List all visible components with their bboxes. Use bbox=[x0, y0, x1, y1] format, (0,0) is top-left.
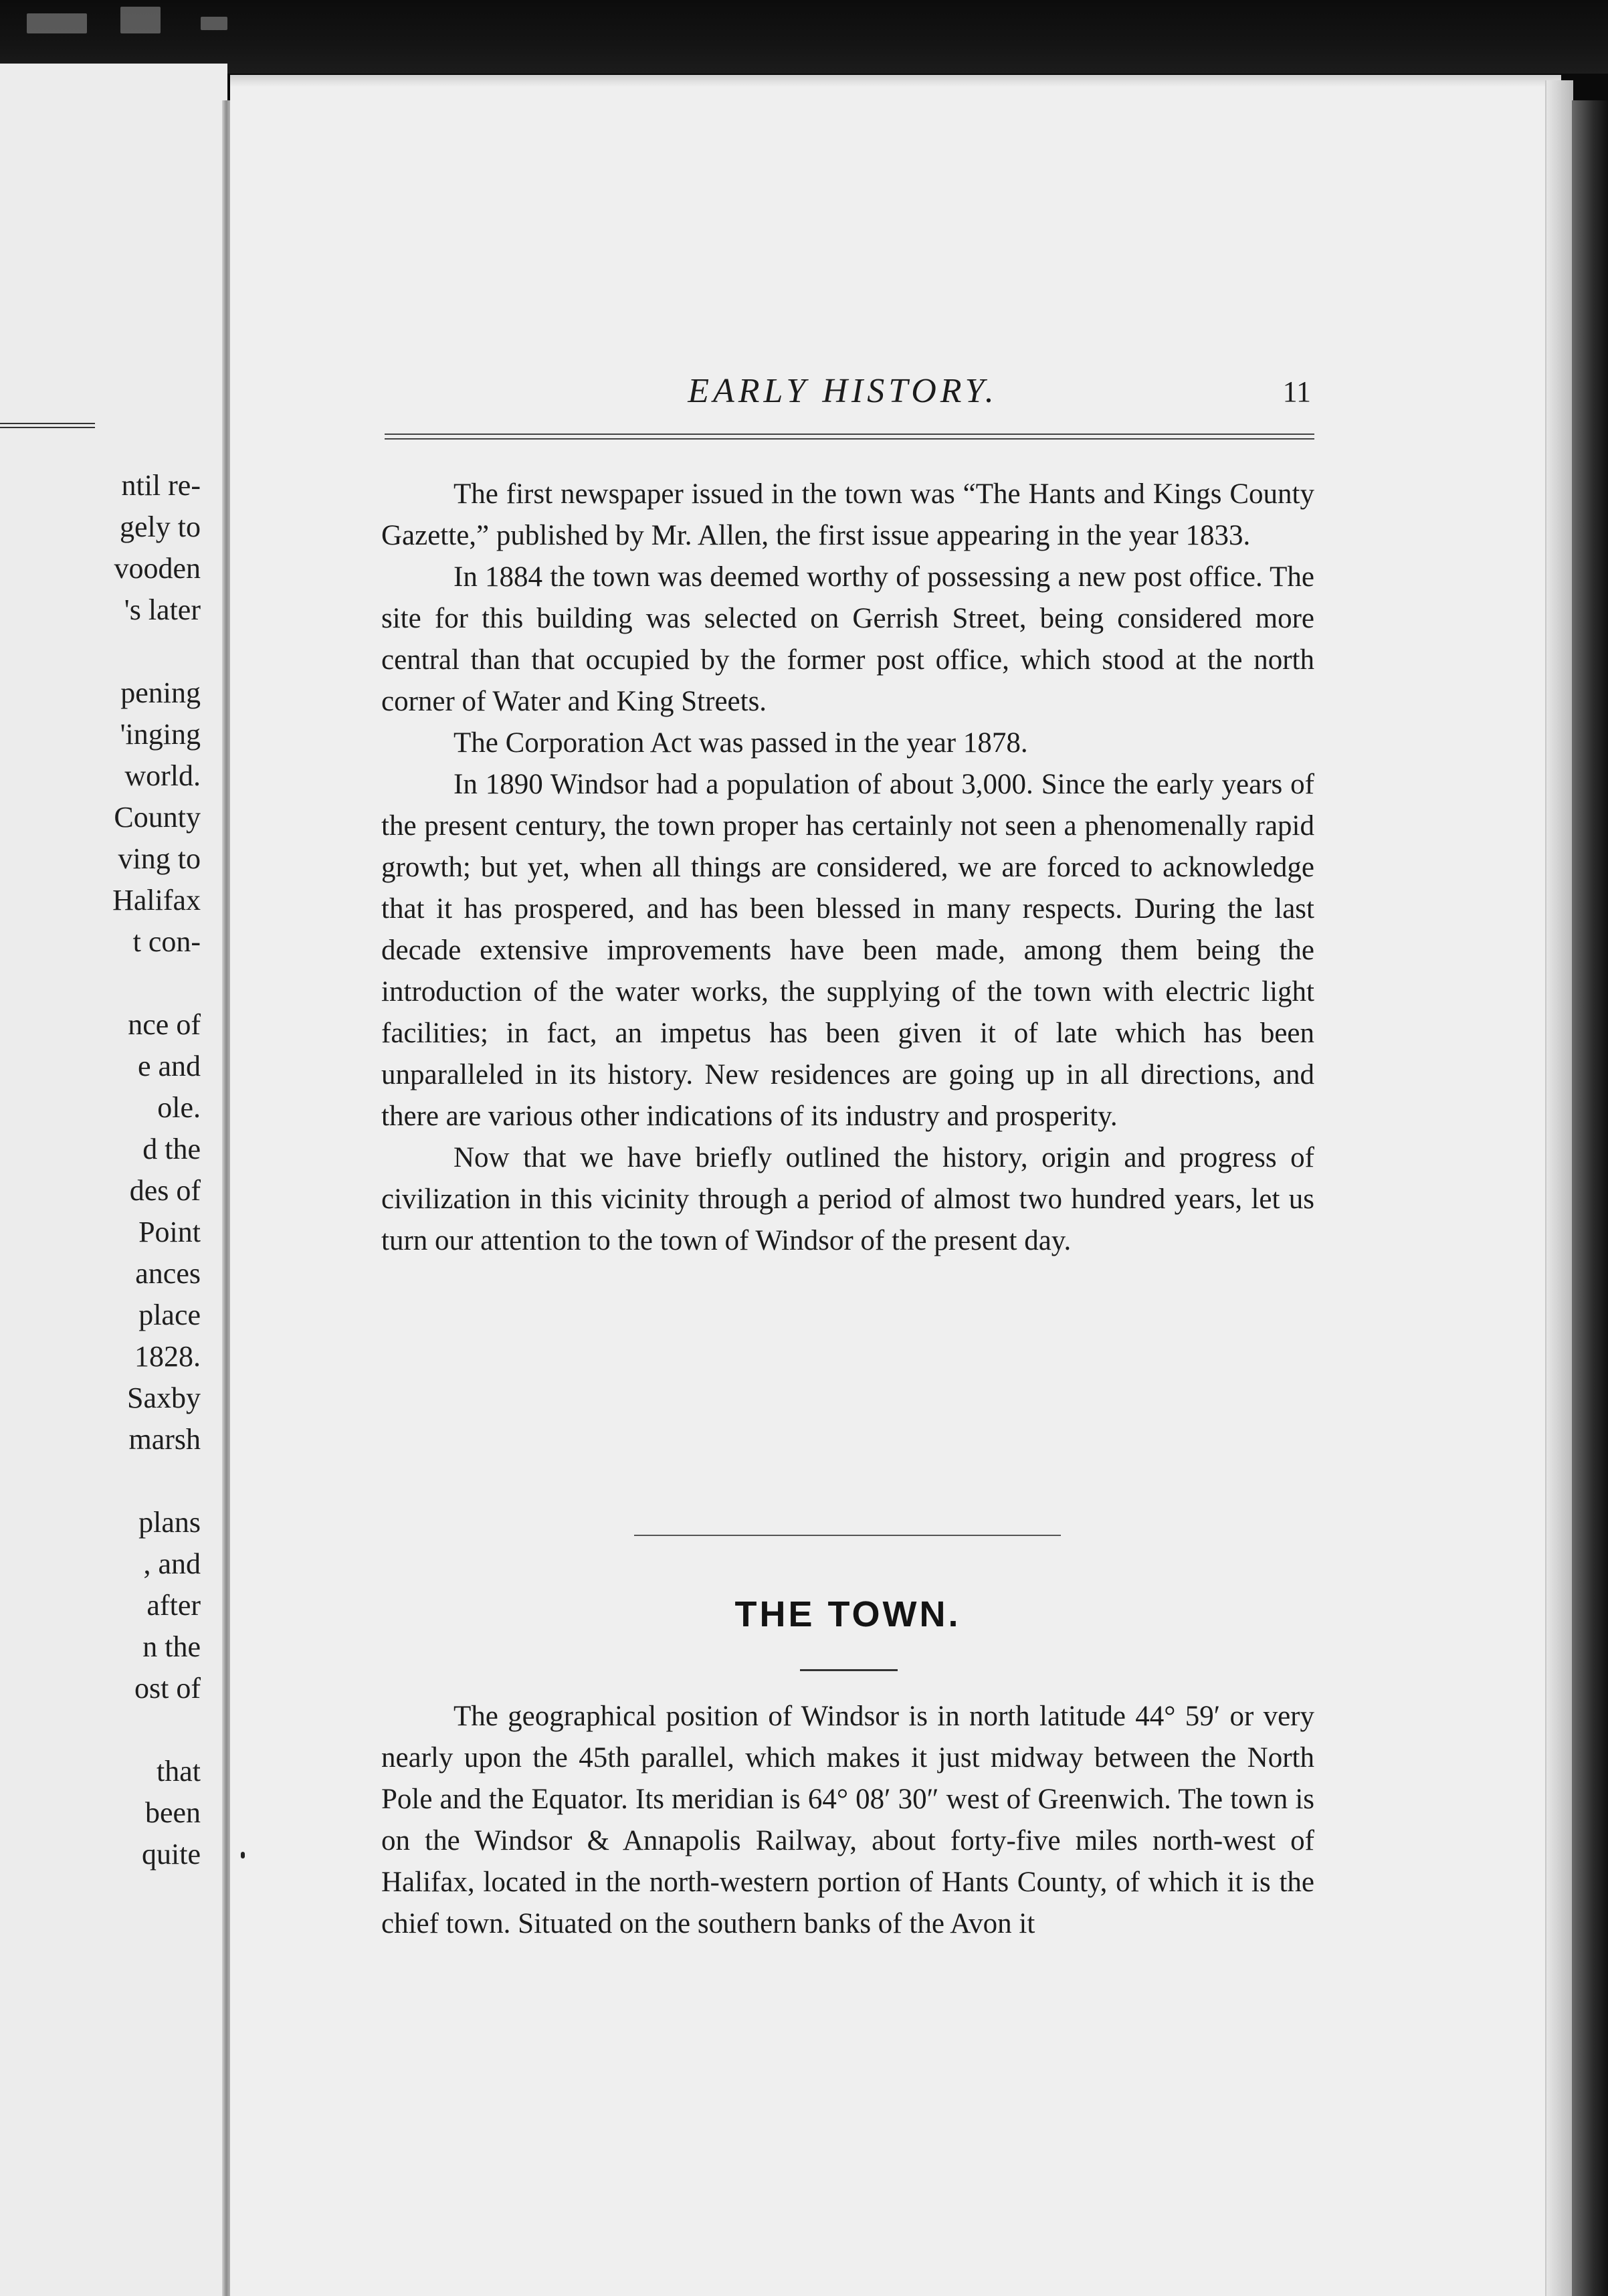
left-fragment: n the bbox=[142, 1630, 201, 1663]
section-divider bbox=[634, 1535, 1061, 1536]
left-page-rule bbox=[0, 423, 95, 428]
scan-speck bbox=[120, 7, 161, 33]
left-fragment: Halifax bbox=[112, 884, 201, 917]
left-fragment: ances bbox=[135, 1257, 201, 1290]
running-head: EARLY HISTORY. bbox=[688, 372, 998, 410]
left-fragment: quite bbox=[142, 1838, 201, 1871]
scan-speck bbox=[201, 17, 227, 30]
left-fragment: gely to bbox=[120, 510, 201, 543]
left-fragment: pening bbox=[120, 676, 201, 709]
left-fragment: world. bbox=[124, 759, 201, 792]
paragraph: The Corporation Act was passed in the year 1878. bbox=[454, 727, 1028, 759]
left-fragment: place bbox=[138, 1299, 201, 1331]
left-fragment: e and bbox=[137, 1050, 201, 1082]
paragraph: Now that we have briefly outlined the history, origin and progress of civilization in this vicinity through a period of almost two hundred years, let us turn our attention to the town of Windsor of the present day. bbox=[381, 1142, 1314, 1256]
paragraph: The first newspaper issued in the town was “The Hants and Kings County Gazette,” published by Mr. Allen, the first issue appearing in the year 1833. bbox=[381, 478, 1314, 551]
page-top-edge bbox=[230, 75, 1561, 87]
left-fragment: after bbox=[146, 1589, 201, 1622]
left-fragment: plans bbox=[138, 1506, 201, 1539]
left-fragment: marsh bbox=[128, 1423, 201, 1456]
scan-speck bbox=[27, 13, 87, 33]
early-history-text bbox=[381, 474, 1314, 1262]
left-fragment: Saxby bbox=[127, 1381, 201, 1414]
left-fragment: 's later bbox=[124, 593, 201, 626]
paragraph: In 1884 the town was deemed worthy of possessing a new post office. The site for this building was selected on Gerrish Street, being considered more central than that occupied by the former post office, which stood at the north corner of Water and King Streets. bbox=[381, 561, 1314, 717]
left-fragment: nce of bbox=[128, 1008, 201, 1041]
section-title: THE TOWN. bbox=[734, 1594, 961, 1634]
left-fragment: ving to bbox=[118, 842, 201, 875]
page-number: 11 bbox=[1282, 375, 1311, 408]
header-double-rule bbox=[385, 434, 1314, 440]
ink-spot bbox=[241, 1852, 245, 1858]
left-fragment: t con- bbox=[132, 925, 201, 958]
page-stack-edge bbox=[1545, 80, 1573, 2296]
left-fragment: ost of bbox=[134, 1672, 201, 1705]
left-fragment: County bbox=[114, 801, 201, 834]
left-fragment: des of bbox=[129, 1174, 201, 1207]
left-fragment: ole. bbox=[157, 1091, 201, 1124]
left-fragment: Point bbox=[138, 1216, 201, 1248]
left-fragment: , and bbox=[143, 1547, 201, 1580]
paragraph: The geographical position of Windsor is in north latitude 44° 59′ or very nearly upon the 45th parallel, which makes it just midway between the North Pole and the Equator. Its meridian is 64° 08′ 30″ west of Greenwich. The town is on the Windsor & Annapolis Railway, about forty-five miles north-west of Halifax, located in the north-western portion of Hants County, of which it is the chief town. Situated on the southern banks of the Avon it bbox=[381, 1701, 1314, 1939]
left-fragment: ntil re- bbox=[121, 469, 201, 502]
town-text bbox=[381, 1696, 1314, 1945]
page-shadow-edge bbox=[1572, 100, 1608, 2296]
left-fragment: been bbox=[144, 1796, 201, 1829]
title-underline bbox=[800, 1669, 898, 1671]
left-fragment: vooden bbox=[114, 552, 201, 585]
left-fragment: d the bbox=[142, 1133, 201, 1165]
scanner-top-band bbox=[0, 0, 1608, 74]
paragraph: In 1890 Windsor had a population of about 3,000. Since the early years of the present century, the town proper has certainly not seen a phenomenally rapid growth; but yet, when all things are considered, we are forced to acknowledge that it has prospered, and has been blessed in many respects. During the last decade extensive improvements have been made, among them being the introduction of the water works, the supplying of the town with electric light facilities; in fact, an impetus has been given it of late which has been unparalleled in its history. New residences are going up in all directions, and there are various other indications of its industry and prosperity. bbox=[381, 769, 1314, 1132]
left-fragment: 'inging bbox=[120, 718, 201, 751]
left-fragment: that bbox=[157, 1755, 201, 1788]
left-fragment: 1828. bbox=[134, 1340, 201, 1373]
